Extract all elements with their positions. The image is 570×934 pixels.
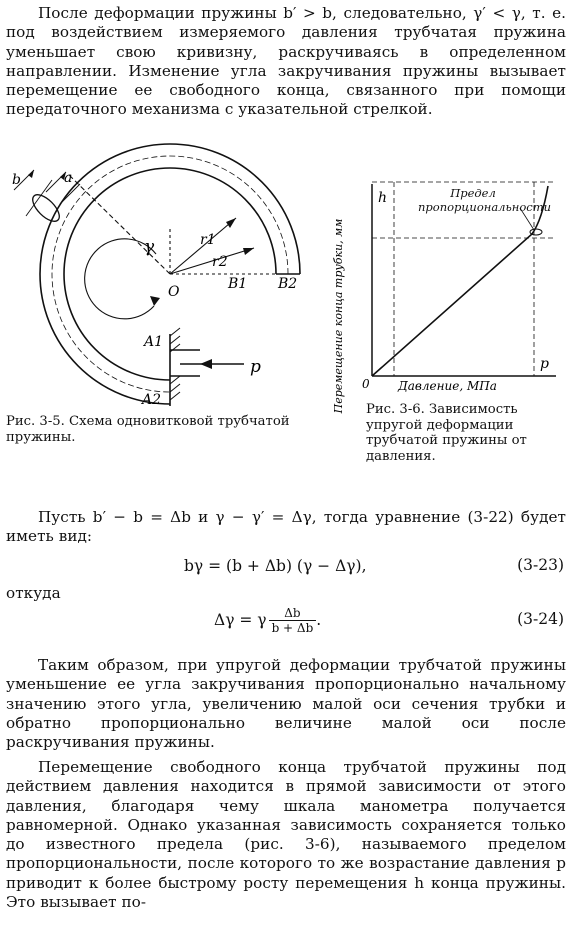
label-b2: B2	[278, 276, 298, 292]
equation-3-24-fraction	[269, 606, 317, 635]
axis-h-label: h	[378, 190, 388, 206]
caption-fig-3-6: Рис. 3-6. Зависимость упругой деформации трубчатой пружины от давления.	[366, 402, 527, 464]
equation-3-23	[184, 556, 367, 576]
fraction-numerator: Δb	[269, 606, 317, 621]
label-b: b	[12, 172, 21, 188]
caption-fig-3-5: Рис. 3-5. Схема одновитковой трубчатой пружины.	[6, 414, 290, 445]
y-axis-label: Перемещение конца трубки, мм	[332, 218, 345, 414]
figure-deformation-graph	[332, 176, 564, 414]
label-a: a	[64, 170, 73, 186]
proportionality-limit-label: Предел пропорциональности	[418, 186, 552, 214]
label-r2: r2	[212, 254, 228, 270]
label-r1: r1	[200, 232, 216, 248]
equation-3-24-lhs: Δγ = γ	[214, 611, 267, 629]
equation-3-24	[214, 604, 321, 636]
paragraph-intro: После деформации пружины b′ > b, следовательно, γ′ < γ, т. е. под воздействием измеряемого давления трубчатая пружина уменьшает свою кривизну, раскручиваясь в определенном направлении. Изменение угла закручивания пружины вызывает перемещение ее свободного конца, связанного при помощи передаточного механизма с указательной стрелкой.	[6, 4, 566, 119]
figure-tube-spring-diagram	[4, 166, 314, 410]
equation-3-24-number: (3-24)	[517, 610, 564, 628]
paragraph-proportionality: Перемещение свободного конца трубчатой пружины под действием давления находится в прямой зависимости от этого давления, благодаря чему шкала манометра получается равномерной. Однако указанная зависимость сохраняется только до известного предела (рис. 3-6), называемого пределом пропорциональности, после которого то же возрастание давления p приводит к более быстрому росту перемещения h конца пружины. Это вызывает по-	[6, 758, 566, 912]
equation-3-23-body: bγ = (b + Δb) (γ − Δγ),	[184, 557, 367, 575]
label-p: p	[250, 357, 261, 377]
axis-p-label: p	[540, 356, 549, 372]
origin-label: 0	[362, 377, 370, 391]
label-gamma: γ	[144, 237, 155, 257]
x-axis-label: Давление, МПа	[398, 379, 497, 393]
paragraph-substitution: Пусть b′ − b = Δb и γ − γ′ = Δγ, тогда уравнение (3-22) будет иметь вид:	[6, 508, 566, 546]
paragraph-conclusion: Таким образом, при упругой деформации трубчатой пружины уменьшение ее угла закручивания пропорционально начальному значению этого угла, увеличению малой оси сечения трубки и обратно пропорционально величине малой оси после раскручивания пружины.	[6, 656, 566, 752]
fraction-denominator: b + Δb	[271, 620, 314, 635]
label-a2: A2	[142, 392, 162, 408]
paragraph-whence: откуда	[6, 584, 61, 602]
label-b1: B1	[228, 276, 248, 292]
label-origin: O	[168, 284, 180, 300]
label-a1: A1	[144, 334, 164, 350]
equation-3-23-number: (3-23)	[517, 556, 564, 574]
equation-3-24-dot: .	[316, 611, 322, 629]
